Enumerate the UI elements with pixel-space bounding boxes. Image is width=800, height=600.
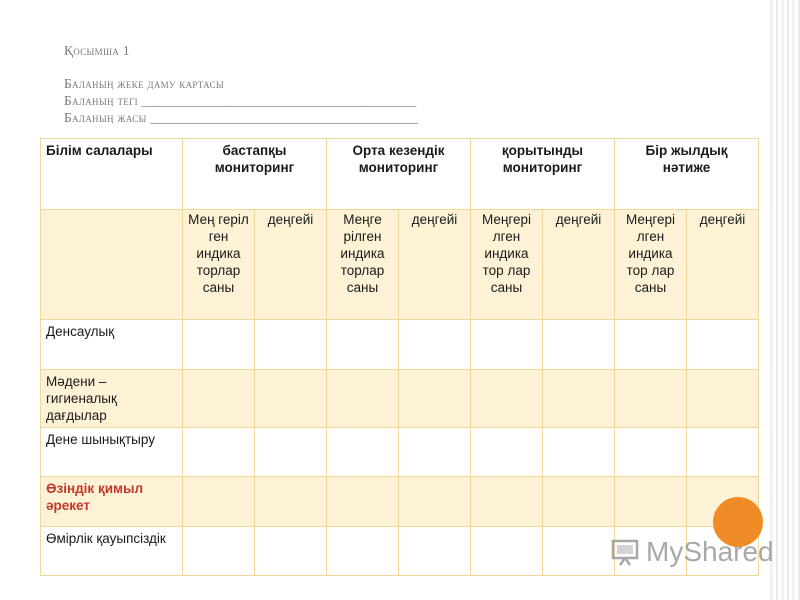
subheader-indicators-count: Меңге рiлген индика торлар саны [327, 210, 399, 320]
watermark-text: MyShared [646, 536, 774, 567]
appendix-label: Қосымша 1 [64, 43, 130, 58]
column-header-initial-monitoring: бастапқы мониторинг [183, 139, 327, 210]
development-card-table [40, 138, 759, 576]
column-header-annual-result: Бір жылдық нәтиже [615, 139, 759, 210]
subheader-indicators-count: Мең герiл ген индика торлар саны [183, 210, 255, 320]
subheader-row [41, 210, 759, 320]
subheader-level: деңгейi [543, 210, 615, 320]
table-row [41, 427, 759, 476]
table-row [41, 477, 759, 526]
row-label-motor-activity: Өзіндік қимыл әрекет [41, 477, 183, 526]
row-label-physical-education: Дене шынықтыру [41, 427, 183, 476]
row-label-health: Денсаулық [41, 320, 183, 369]
subheader-level: деңгейi [399, 210, 471, 320]
table-row [41, 320, 759, 369]
subheader-level: деңгейi [687, 210, 759, 320]
row-label-hygiene-skills: Мәдени – гигиеналық дағдылар [41, 369, 183, 427]
decorative-side-strip [770, 0, 800, 600]
child-age-line: Баланың жасы ______________________________________ [64, 110, 419, 125]
document-header [64, 42, 418, 126]
card-title: Баланың жеке даму картасы [64, 76, 224, 91]
subheader-level: деңгейi [255, 210, 327, 320]
table-row [41, 369, 759, 427]
row-label-life-safety: Өмірлік қауыпсіздік [41, 526, 183, 575]
column-header-midterm-monitoring: Орта кезендік мониторинг [327, 139, 471, 210]
column-header-final-monitoring: қорытынды мониторинг [471, 139, 615, 210]
presentation-board-icon [610, 537, 640, 567]
child-surname-line: Баланың тегі _______________________________________ [64, 93, 417, 108]
subheader-indicators-count: Меңгерi лген индика тор лар саны [615, 210, 687, 320]
subheader-empty-cell [41, 210, 183, 320]
column-header-subject-areas: Білім салалары [41, 139, 183, 210]
subheader-indicators-count: Меңгерi лген индика тор лар саны [471, 210, 543, 320]
watermark-logo [610, 536, 774, 568]
header-row [41, 139, 759, 210]
